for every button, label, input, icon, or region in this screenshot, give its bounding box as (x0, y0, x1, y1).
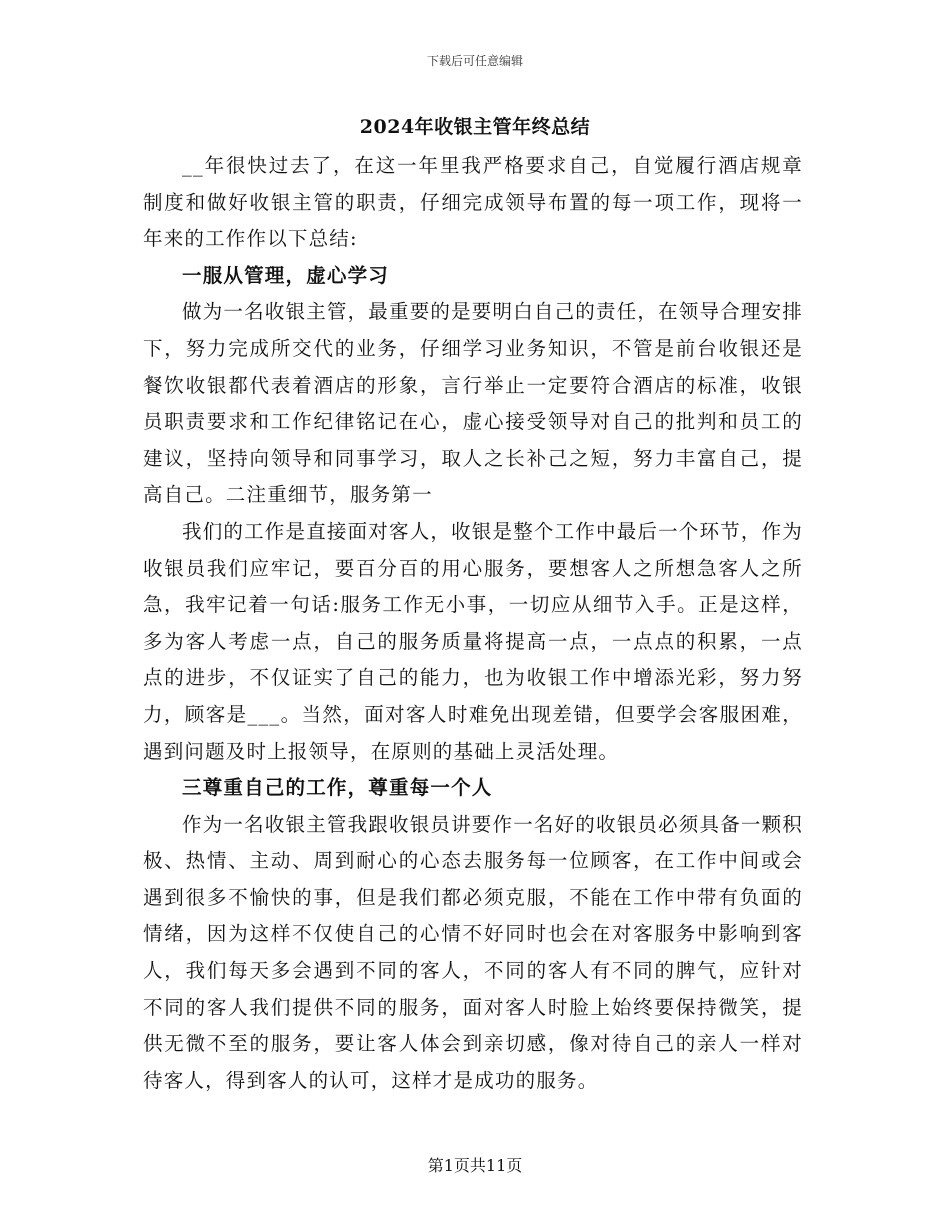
section-heading-3: 三尊重自己的工作，尊重每一个人 (182, 776, 493, 800)
document-body (143, 148, 803, 1099)
document-title: 2024年收银主管年终总结 (359, 116, 591, 138)
page-number-footer: 第1页共11页 (427, 1156, 523, 1175)
section-1-paragraph: 做为一名收银主管，最重要的是要明白自己的责任，在领导合理安排下，努力完成所交代的业务，仔细学习业务知识，不管是前台收银还是餐饮收银都代表着酒店的形象，言行举止一定要符合酒店的标准，收银员职责要求和工作纪律铭记在心，虚心接受领导对自己的批判和员工的建议，坚持向领导和同事学习，取人之长补己之短，努力丰富自己，提高自己。二注重细节，服务第一 (143, 300, 804, 507)
page-header-note: 下载后可任意编辑 (426, 54, 523, 68)
section-2-paragraph: 我们的工作是直接面对客人，收银是整个工作中最后一个环节，作为收银员我们应牢记，要百分百的用心服务，要想客人之所想急客人之所急，我牢记着一句话:服务工作无小事，一切应从细节入手。正是这样，多为客人考虑一点，自己的服务质量将提高一点，一点点的积累，一点点的进步，不仅证实了自己的能力，也为收银工作中增添光彩，努力努力，顾客是___。当然，面对客人时难免出现差错，但要学会客服困难，遇到问题及时上报领导，在原则的基础上灵活处理。 (143, 519, 804, 763)
section-heading-1: 一服从管理，虚心学习 (182, 263, 390, 287)
section-3-paragraph: 作为一名收银主管我跟收银员讲要作一名好的收银员必须具备一颗积极、热情、主动、周到耐心的心态去服务每一位顾客，在工作中间或会遇到很多不愉快的事，但是我们都必须克服，不能在工作中带有负面的情绪，因为这样不仅使自己的心情不好同时也会在对客服务中影响到客人，我们每天多会遇到不同的客人，不同的客人有不同的脾气，应针对不同的客人我们提供不同的服务，面对客人时脸上始终要保持微笑，提供无微不至的服务，要让客人体会到亲切感，像对待自己的亲人一样对待客人，得到客人的认可，这样才是成功的服务。 (143, 812, 804, 1092)
intro-paragraph: __年很快过去了，在这一年里我严格要求自己，自觉履行酒店规章制度和做好收银主管的职责，仔细完成领导布置的每一项工作，现将一年来的工作作以下总结: (143, 154, 803, 251)
